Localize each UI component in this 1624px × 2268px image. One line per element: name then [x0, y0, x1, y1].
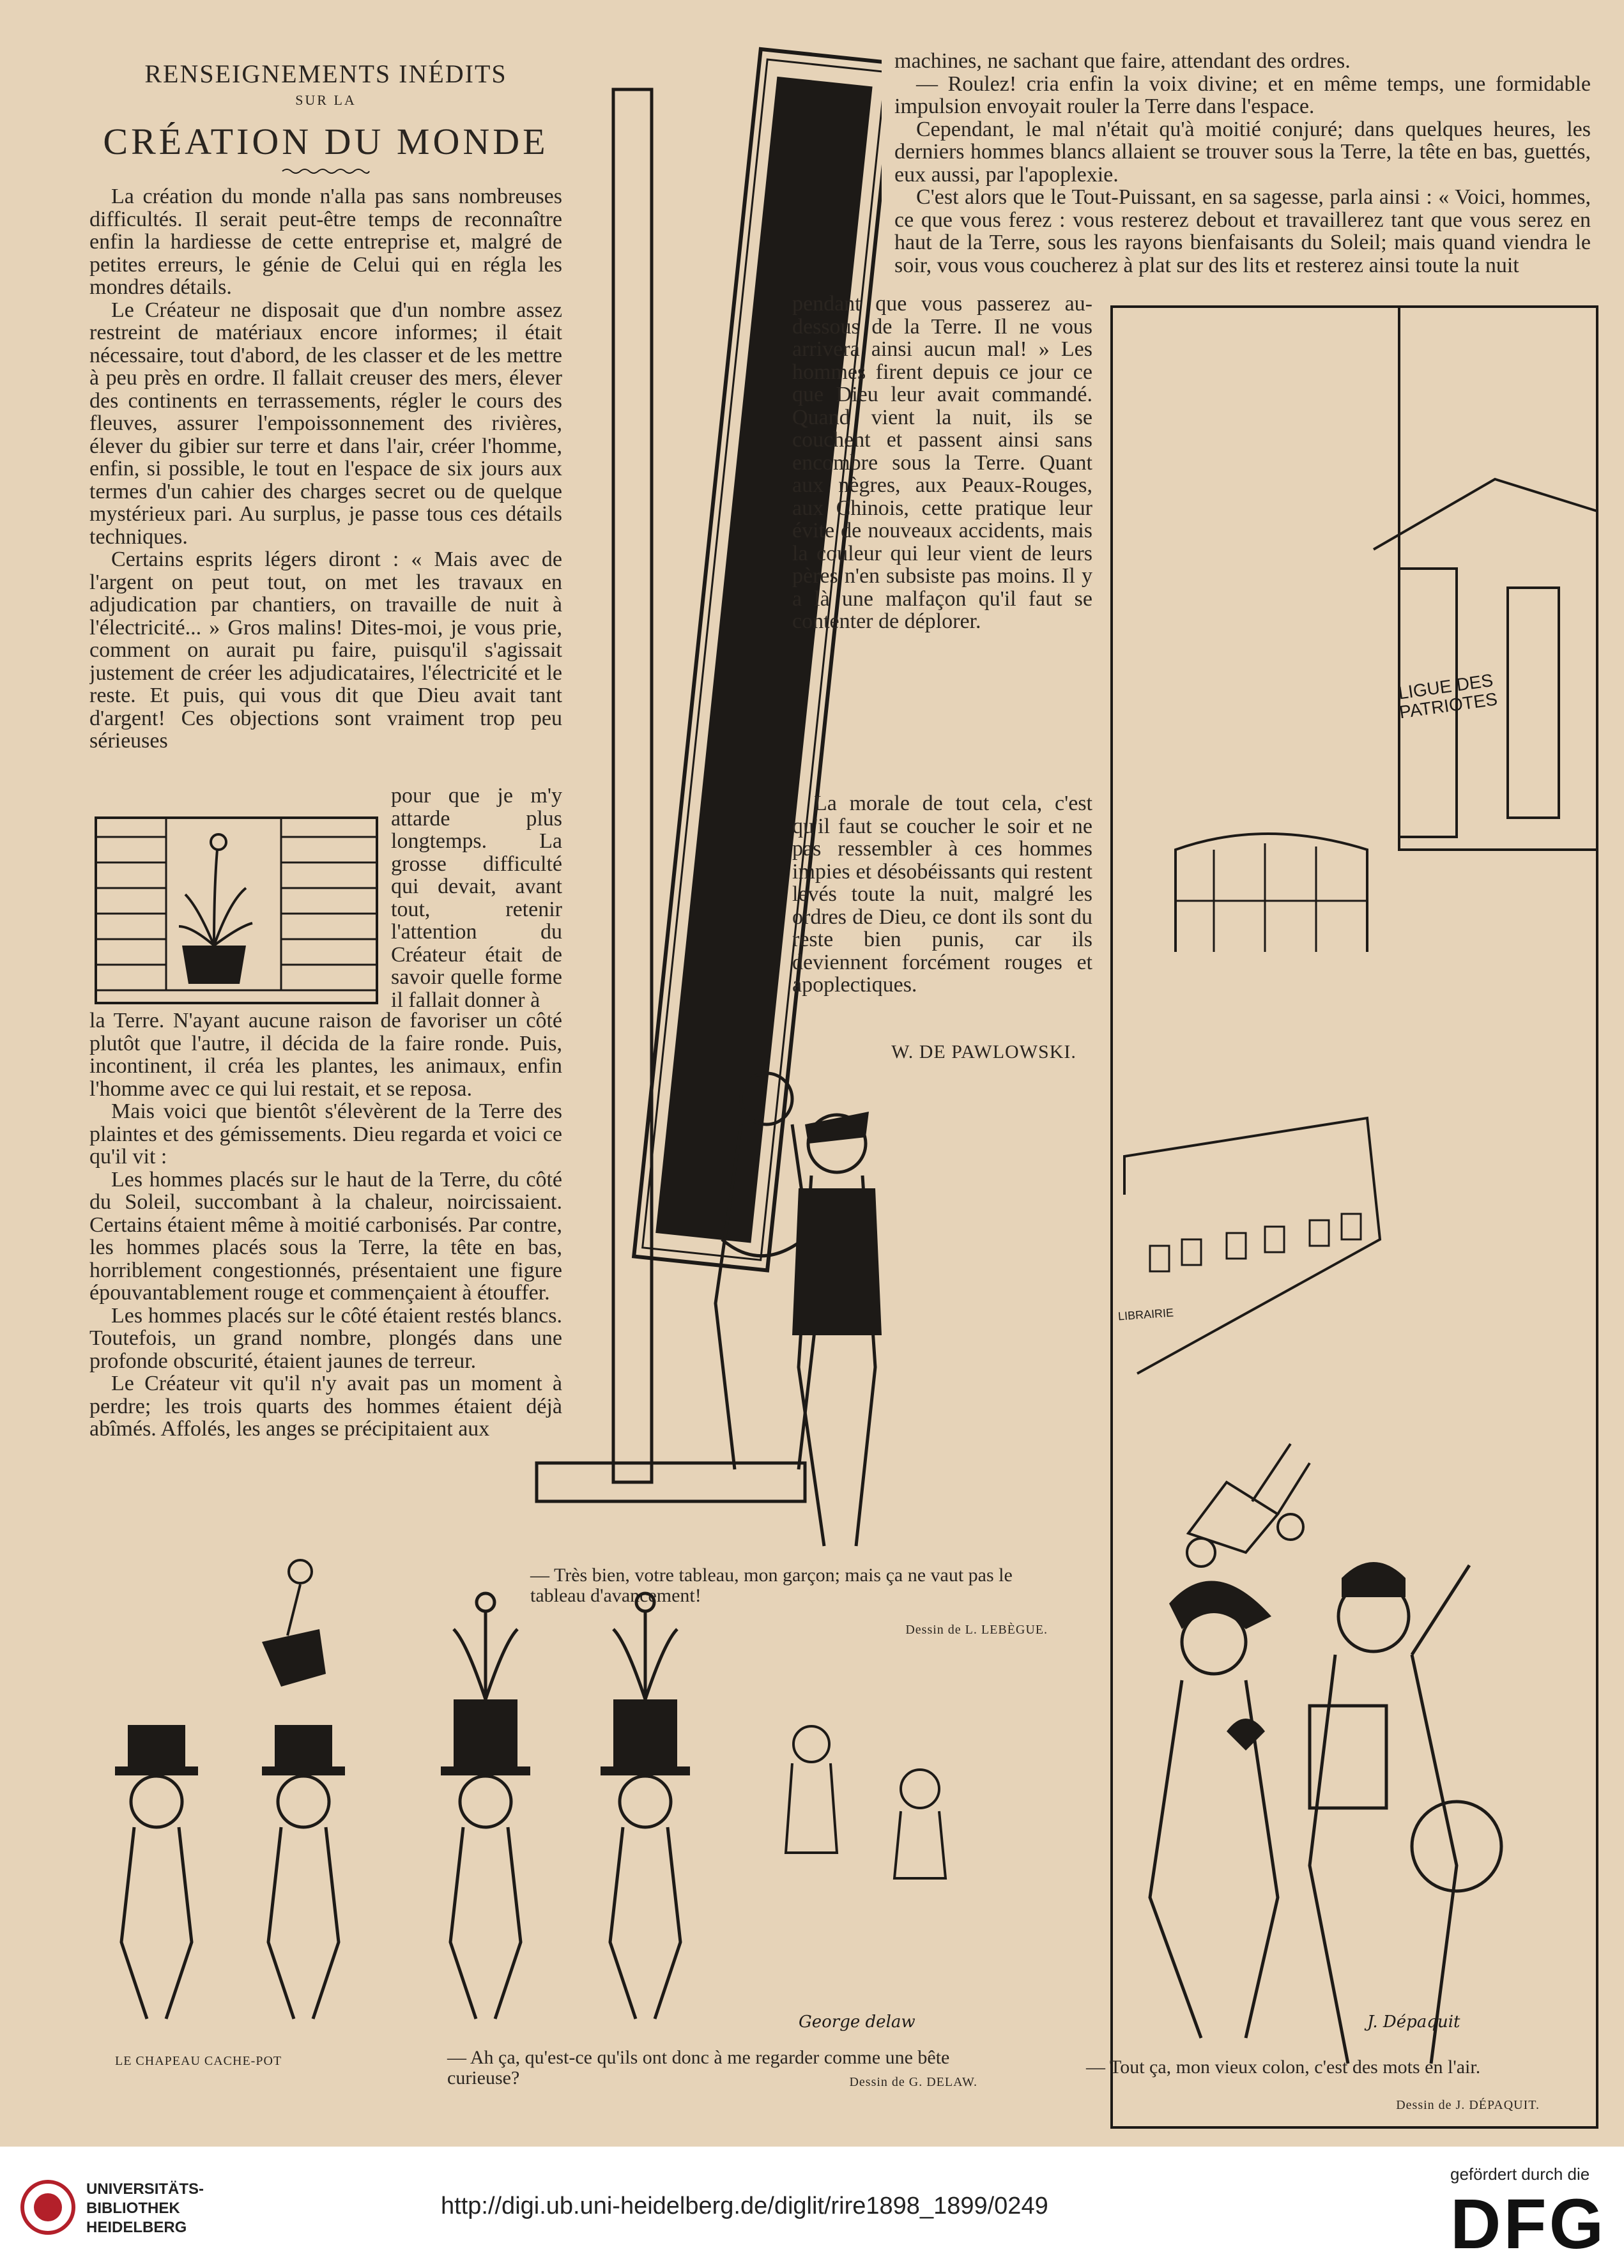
chapeau-cache-pot-title: LE CHAPEAU CACHE-POT — [115, 2054, 282, 2068]
library-line: BIBLIOTHEK — [86, 2200, 180, 2217]
university-seal-icon — [19, 2179, 77, 2236]
paragraph: Certains esprits légers diront : « Mais avec de l'argent on peut tout, on met les travaux en adjudication par chantiers, on travaille de nuit à l'électricité... » Gros malins! Dites-moi, je vous prie, comment on aurait pu faire, puisqu'il s'agissait justement de créer les adjudicataires, l'électricité et le reste. Et puis, qui vous dit que Dieu avait tant d'argent! Ces objections sont vraiment trop peu sérieuses — [89, 548, 562, 753]
column1-top — [89, 185, 562, 786]
library-line: UNIVERSITÄTS- — [86, 2180, 204, 2198]
paragraph: Mais voici que bientôt s'élevèrent de la Terre des plaintes et des gémissements. Dieu regarda et voici ce qu'il vit : — [89, 1100, 562, 1168]
heading-sur-la: SUR LA — [295, 92, 356, 108]
lebegue-caption: — Très bien, votre tableau, mon garçon; mais ça ne vaut pas le tableau d'avancement! — [530, 1565, 1013, 1606]
paragraph: pour que je m'y attarde plus longtemps. La grosse difficulté qui devait, avant tout, retenir l'attention du Créateur était de savoir quelle forme il fallait donner à — [391, 785, 562, 1011]
library-line: HEIDELBERG — [86, 2219, 187, 2236]
street-scene-illustration — [1099, 300, 1610, 2140]
depaquit-signature: J. Dépaquit — [1367, 2012, 1460, 2032]
heading-renseignements: RENSEIGNEMENTS INÉDITS — [144, 59, 507, 88]
paragraph: Cependant, le mal n'était qu'à moitié conjuré; dans quelques heures, les derniers hommes blancs allaient se trouver sous la Terre, la tête en bas, guettés, eux aussi, par l'apoplexie. — [894, 117, 1591, 187]
paragraph: la Terre. N'ayant aucune raison de favoriser un côté plutôt que l'autre, il décida de la faire ronde. Puis, incontinent, il créa les plantes, les animaux, enfin l'homme avec ce qui lui restait, et se reposa. — [89, 1009, 562, 1101]
title-ornament — [281, 167, 371, 175]
heading-creation-du-monde: CRÉATION DU MONDE — [103, 121, 549, 162]
funded-by-label: gefördert durch die — [1450, 2165, 1590, 2184]
delaw-caption: — Ah ça, qu'est-ce qu'ils ont donc à me regarder comme une bête curieuse? — [447, 2047, 950, 2088]
walking-man — [262, 1725, 345, 2019]
depaquit-caption: — Tout ça, mon vieux colon, c'est des mots en l'air. — [1086, 2057, 1481, 2078]
paragraph: La morale de tout cela, c'est qu'il faut se coucher le soir et ne pas ressembler à ces hommes impies et désobéissants qui restent levés toute la nuit, malgré les ordres de Dieu, ce dont ils sont du reste bien punis, car ils deviennent forcément rouges et apoplectiques. — [792, 792, 1092, 997]
dfg-logo: DFG — [1450, 2185, 1607, 2264]
delaw-signature: George delaw — [799, 2012, 915, 2032]
lebegue-credit: Dessin de L. LEBÈGUE. — [905, 1623, 1048, 1637]
library-name — [86, 2180, 204, 2237]
paragraph: machines, ne sachant que faire, attendant des ordres. — [894, 50, 1351, 73]
column1-bottom — [89, 1009, 562, 1559]
walking-man — [441, 1593, 530, 2019]
paragraph: C'est alors que le Tout-Puissant, en sa sagesse, parla ainsi : « Voici, hommes, ce que vous ferez : vous resterez debout et travaillerez tant que vous serez en haut de la Terre, sous les rayons bienfaisants du Soleil; mais quand viendra le soir, vous vous coucherez à plat sur des lits et resterez ainsi toute la nuit — [894, 185, 1591, 277]
delaw-credit: Dessin de G. DELAW. — [849, 2075, 977, 2089]
children-figures — [786, 1726, 946, 1878]
walking-man — [115, 1725, 198, 2019]
window-flowerpot-illustration — [89, 799, 383, 1009]
paragraph: La création du monde n'alla pas sans nombreuses difficultés. Il serait peut-être temps de reconnaître enfin la hardiesse de cette entreprise et, malgré de petites erreurs, le génie de Celui qui en régla les mondres détails. — [89, 185, 562, 299]
column2-top — [894, 50, 1591, 305]
shop-sign-librairie: LIBRAIRIE — [1117, 1306, 1174, 1323]
paragraph: Les hommes placés sur le côté étaient restés blancs. Toutefois, un grand nombre, plongés dans une profonde obscurité, étaient jaunes de terreur. — [89, 1303, 562, 1373]
walking-man — [601, 1593, 690, 2019]
hat-flowerpot-strip-illustration — [96, 1559, 977, 2044]
paragraph: Le Créateur ne disposait que d'un nombre assez restreint de matériaux encore informes; il était nécessaire, tout d'abord, de les classer et de les mettre à peu près en ordre. Il fallait creuser des mers, élever des continents en terrassements, régler le cours des fleuves, assurer l'empoissonnement des rivières, élever du gibier sur terre et dans l'air, créer l'homme, enfin, si possible, le tout en l'espace de six jours aux termes d'un cahier des charges secret ou de quelque mystérieux pari. Au surplus, je passe tous ces détails techniques. — [89, 298, 562, 549]
article-signature: W. DE PAWLOWSKI. — [891, 1041, 1076, 1062]
paragraph: Les hommes placés sur le haut de la Terre, du côté du Soleil, succombant à la chaleur, noircissaient. Certains étaient même à moitié carbonisés. Par contre, les hommes placés sous la Terre, la tête en bas, horriblement congestionnés, présentaient une figure épouvantablement rouge et commençaient à étouffer. — [89, 1167, 562, 1305]
paragraph: pendant que vous passerez au-dessous de la Terre. Il ne vous arrivera ainsi aucun mal! » Les hommes firent depuis ce jour ce que Dieu leur avait commandé. Quand vient la nuit, ils se couchent et passent ainsi sans encombre sous la Terre. Quant aux nègres, aux Peaux-Rouges, aux Chinois, cette pratique leur évite de nouveaux accidents, mais la couleur qui leur vient de leurs pères n'en subsiste pas moins. Il y a là une malfaçon qu'il faut se contenter de déplorer. — [792, 293, 1092, 633]
depaquit-credit: Dessin de J. DÉPAQUIT. — [1396, 2098, 1540, 2112]
digitization-footer — [0, 2147, 1624, 2268]
column2-moral — [792, 792, 1092, 1035]
source-url-link[interactable]: http://digi.ub.uni-heidelberg.de/diglit/rire1898_1899/0249 — [441, 2193, 1048, 2219]
paragraph: Le Créateur vit qu'il n'y avait pas un moment à perdre; les trois quarts des hommes étaient déjà abîmés. Affolés, les anges se précipitaient aux — [89, 1372, 562, 1441]
column2-narrow — [792, 293, 1092, 804]
paragraph: — Roulez! cria enfin la voix divine; et en même temps, une formidable impulsion envoyait rouler la Terre dans l'espace. — [894, 72, 1591, 118]
poster-ligue-des-patriotes: LIGUE DES PATRIOTES — [1397, 670, 1499, 723]
